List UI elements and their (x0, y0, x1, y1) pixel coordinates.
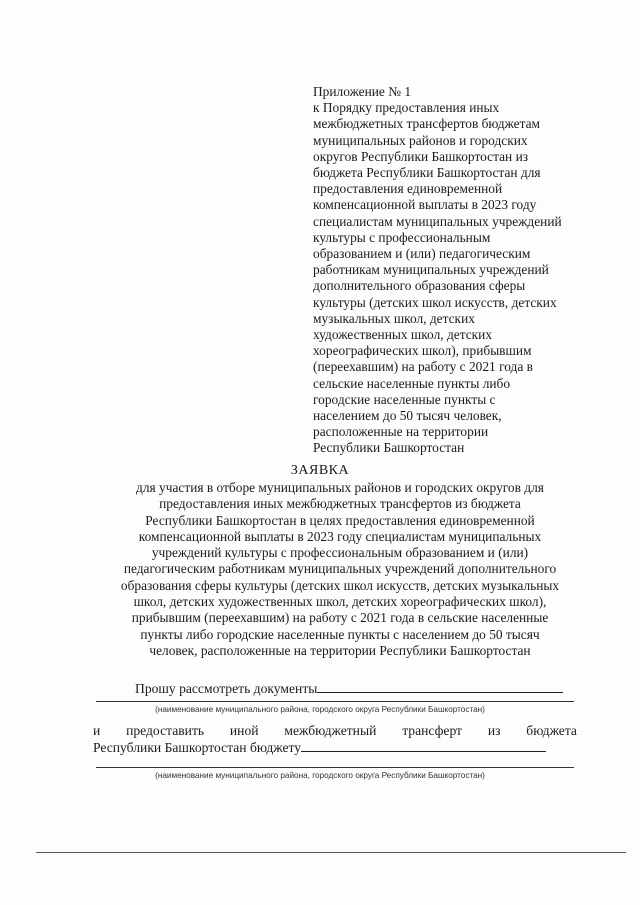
appendix-line: хореографических школ), прибывшим (313, 343, 532, 359)
description-line: учреждений культуры с профессиональным образованием и (или) (151, 545, 529, 561)
appendix-line: художественных школ, детских (313, 327, 493, 343)
provide-line-word: бюджета (526, 723, 577, 738)
budget-line (93, 739, 546, 756)
caption-municipality-1: (наименование муниципального района, городского округа Республики Башкортостан) (155, 705, 485, 714)
request-text: Прошу рассмотреть документы (135, 681, 318, 696)
appendix-line: культуры с профессиональным (313, 229, 491, 245)
description-line: человек, расположенные на территории Республики Башкортостан (149, 642, 531, 658)
appendix-line: расположенные на территории (313, 424, 489, 440)
appendix-line: работникам муниципальных учреждений (313, 262, 549, 278)
appendix-line: музыкальных школ, детских (313, 310, 475, 326)
appendix-line: образованием и (или) педагогическим (313, 246, 531, 262)
appendix-line: к Порядку предоставления иных (313, 100, 500, 116)
description-line: Республики Башкортостан в целях предоставления единовременной (145, 512, 535, 528)
appendix-line: городские населенные пункты с (313, 391, 496, 407)
budget-underline-full (96, 767, 574, 768)
provide-line-word: и (93, 723, 101, 738)
appendix-line: культуры (детских школ искусств, детских (313, 294, 557, 310)
appendix-header (313, 84, 613, 457)
description-line: предоставления иных межбюджетных трансфертов из бюджета (159, 496, 521, 512)
request-underline-full (96, 701, 574, 702)
appendix-line: межбюджетных трансфертов бюджетам (313, 116, 541, 132)
appendix-line: (переехавшим) на работу с 2021 года в (313, 359, 533, 375)
application-description (90, 480, 590, 659)
appendix-line: бюджета Республики Башкортостан для (313, 165, 541, 181)
municipality-name-field[interactable] (317, 680, 563, 693)
provide-line-word: предоставить (126, 723, 205, 738)
appendix-line: компенсационной выплаты в 2023 году (313, 197, 537, 213)
provide-line-word: иной (229, 723, 259, 738)
provide-line-word: межбюджетный (284, 723, 377, 738)
description-line: образования сферы культуры (детских школ искусств, детских музыкальных (120, 577, 560, 593)
appendix-line: Приложение № 1 (313, 84, 412, 99)
description-line: для участия в отборе муниципальных районов и городских округов для (136, 480, 544, 495)
budget-text: Республики Башкортостан бюджету (93, 740, 302, 755)
provide-line-word: трансферт (402, 723, 462, 738)
request-line (135, 680, 563, 697)
application-title: ЗАЯВКА (290, 463, 350, 478)
provide-transfer-line (93, 723, 577, 739)
appendix-line: сельские населенные пункты либо (313, 375, 511, 391)
appendix-line: населением до 50 тысяч человек, (313, 408, 502, 424)
description-line: компенсационной выплаты в 2023 году специалистам муниципальных (138, 528, 542, 544)
description-line: школ, детских художественных школ, детских хореографических школ), (133, 594, 547, 610)
appendix-line: округов Республики Башкортостан из (313, 148, 529, 164)
page-bottom-rule (36, 852, 626, 853)
budget-recipient-field[interactable] (301, 739, 546, 752)
appendix-line: специалистам муниципальных учреждений (313, 213, 562, 229)
caption-municipality-2: (наименование муниципального района, городского округа Республики Башкортостан) (155, 771, 485, 780)
appendix-line: предоставления единовременной (313, 181, 503, 197)
description-line: пункты либо городские населенные пункты с населением до 50 тысяч (140, 626, 540, 642)
appendix-line: дополнительного образования сферы (313, 278, 526, 294)
description-line: педагогическим работникам муниципальных учреждений дополнительного (123, 561, 557, 577)
provide-line-word: из (487, 723, 501, 738)
appendix-line: муниципальных районов и городских (313, 132, 528, 148)
appendix-line: Республики Башкортостан (313, 440, 465, 456)
description-line: прибывшим (переехавшим) на работу с 2021 года в сельские населенные (131, 610, 549, 626)
